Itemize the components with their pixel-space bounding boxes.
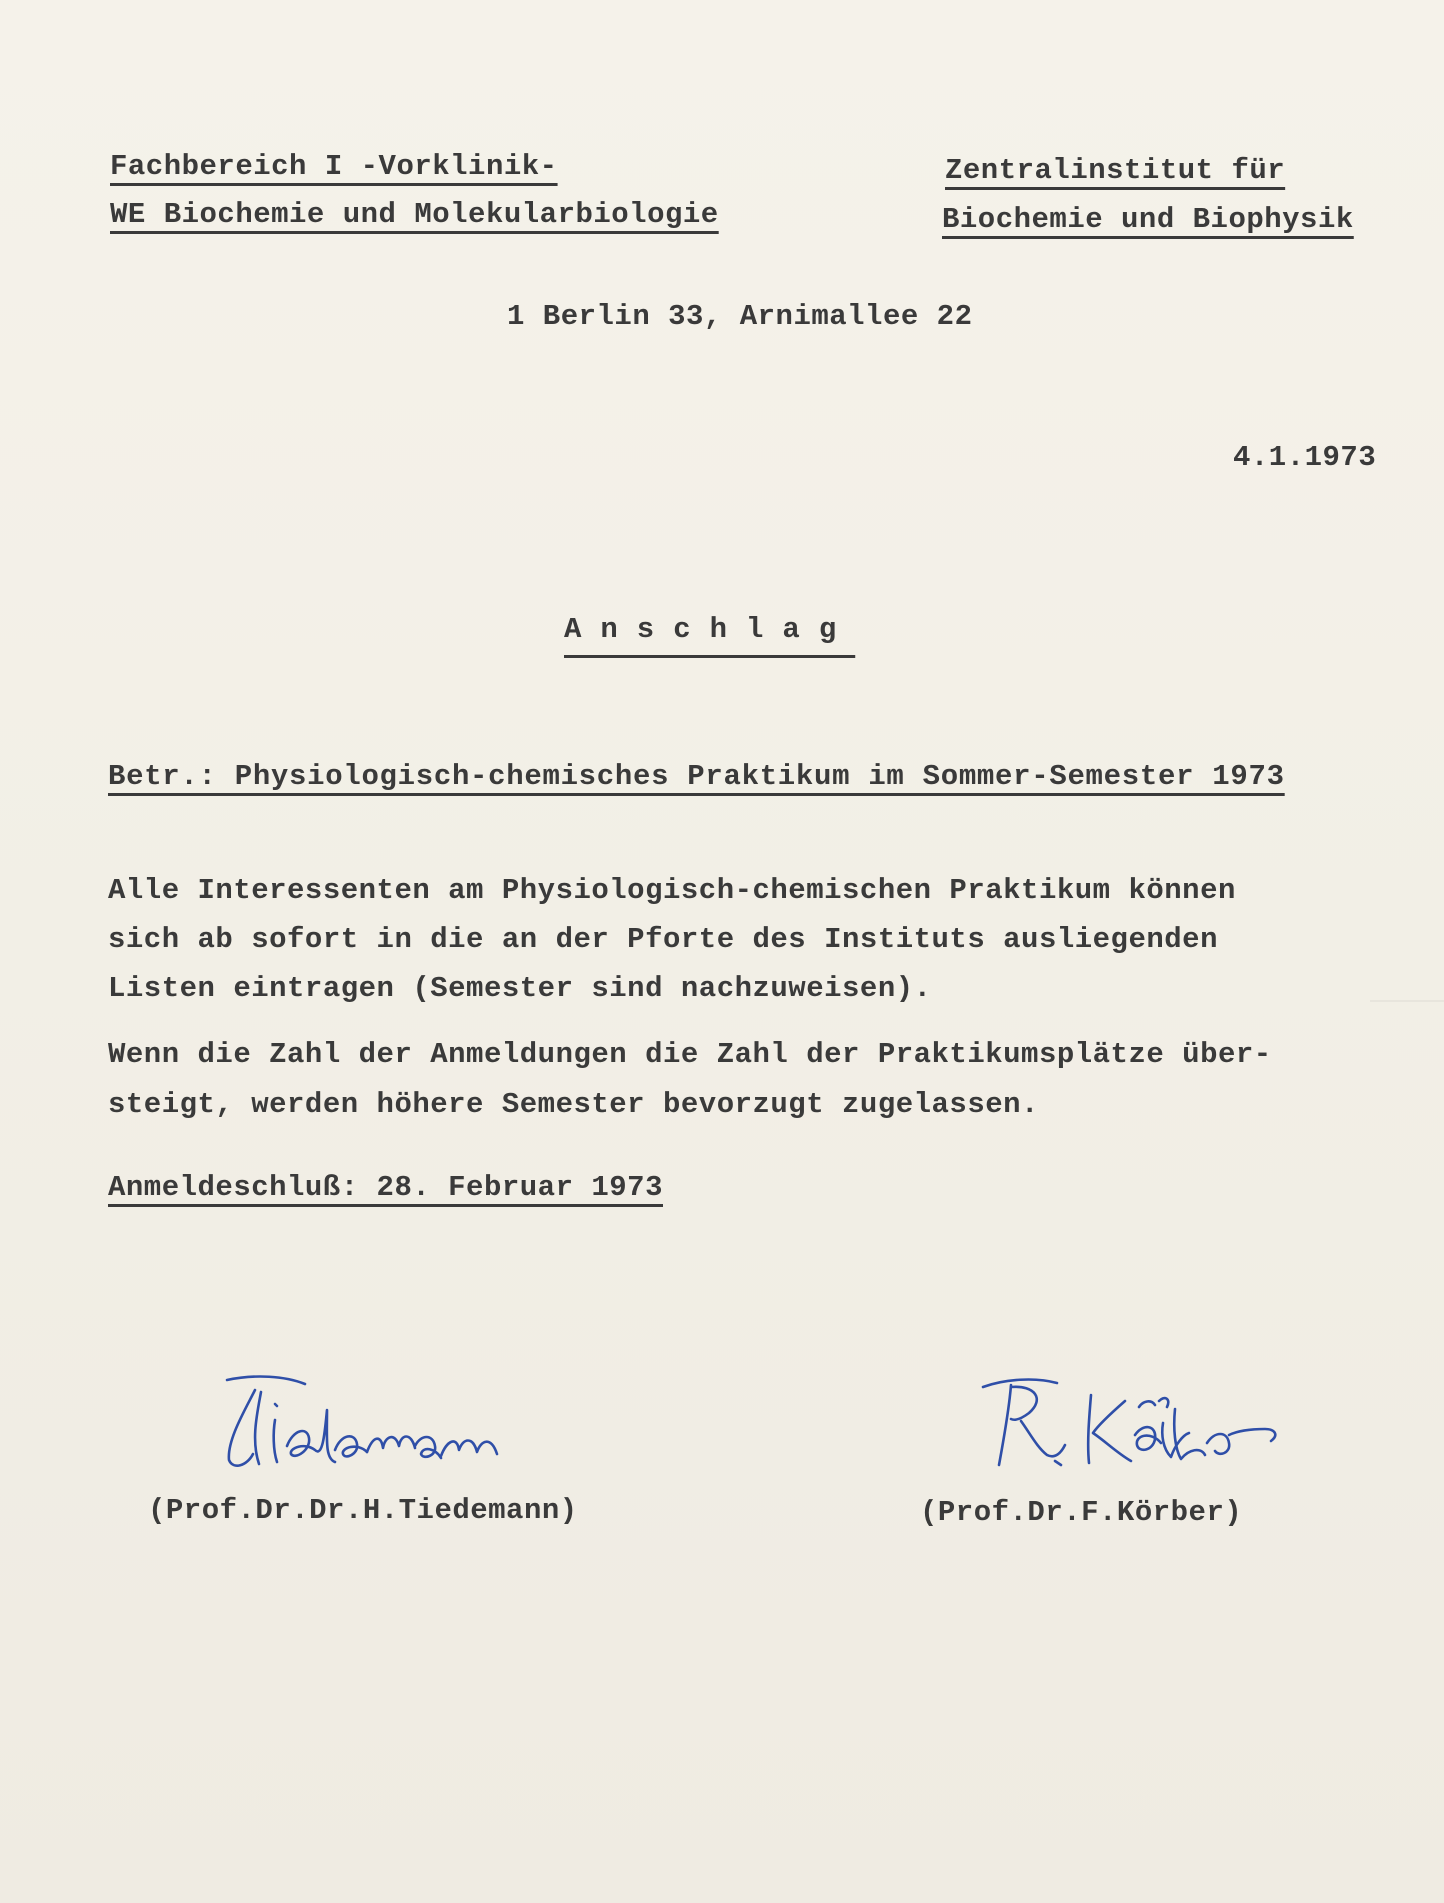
body-paragraph1-line2: sich ab sofort in die an der Pforte des Instituts ausliegenden — [108, 923, 1218, 956]
signatory-name-left: (Prof.Dr.Dr.H.Tiedemann) — [148, 1494, 578, 1527]
signature-tiedemann — [215, 1370, 555, 1480]
body-paragraph1-line1: Alle Interessenten am Physiologisch-chemischen Praktikum können — [108, 874, 1236, 907]
body-paragraph2-line1: Wenn die Zahl der Anmeldungen die Zahl der Praktikumsplätze über- — [108, 1038, 1272, 1071]
signatory-name-right: (Prof.Dr.F.Körber) — [920, 1496, 1243, 1529]
subject-line: Betr.: Physiologisch-chemisches Praktikum im Sommer-Semester 1973 — [108, 760, 1285, 793]
address-line: 1 Berlin 33, Arnimallee 22 — [507, 300, 973, 333]
paper-crease — [1370, 1000, 1444, 1002]
document-date: 4.1.1973 — [1233, 441, 1377, 474]
body-paragraph2-line2: steigt, werden höhere Semester bevorzugt zugelassen. — [108, 1088, 1039, 1121]
header-left-line2: WE Biochemie und Molekularbiologie — [110, 198, 719, 231]
header-right-line1: Zentralinstitut für — [945, 154, 1286, 187]
signature-koerber — [975, 1365, 1335, 1475]
registration-deadline: Anmeldeschluß: 28. Februar 1973 — [108, 1171, 663, 1204]
body-paragraph1-line3: Listen eintragen (Semester sind nachzuweisen). — [108, 972, 932, 1005]
document-title: Anschlag — [564, 613, 856, 646]
header-right-line2: Biochemie und Biophysik — [942, 203, 1354, 236]
header-left-line1: Fachbereich I -Vorklinik- — [110, 150, 558, 183]
